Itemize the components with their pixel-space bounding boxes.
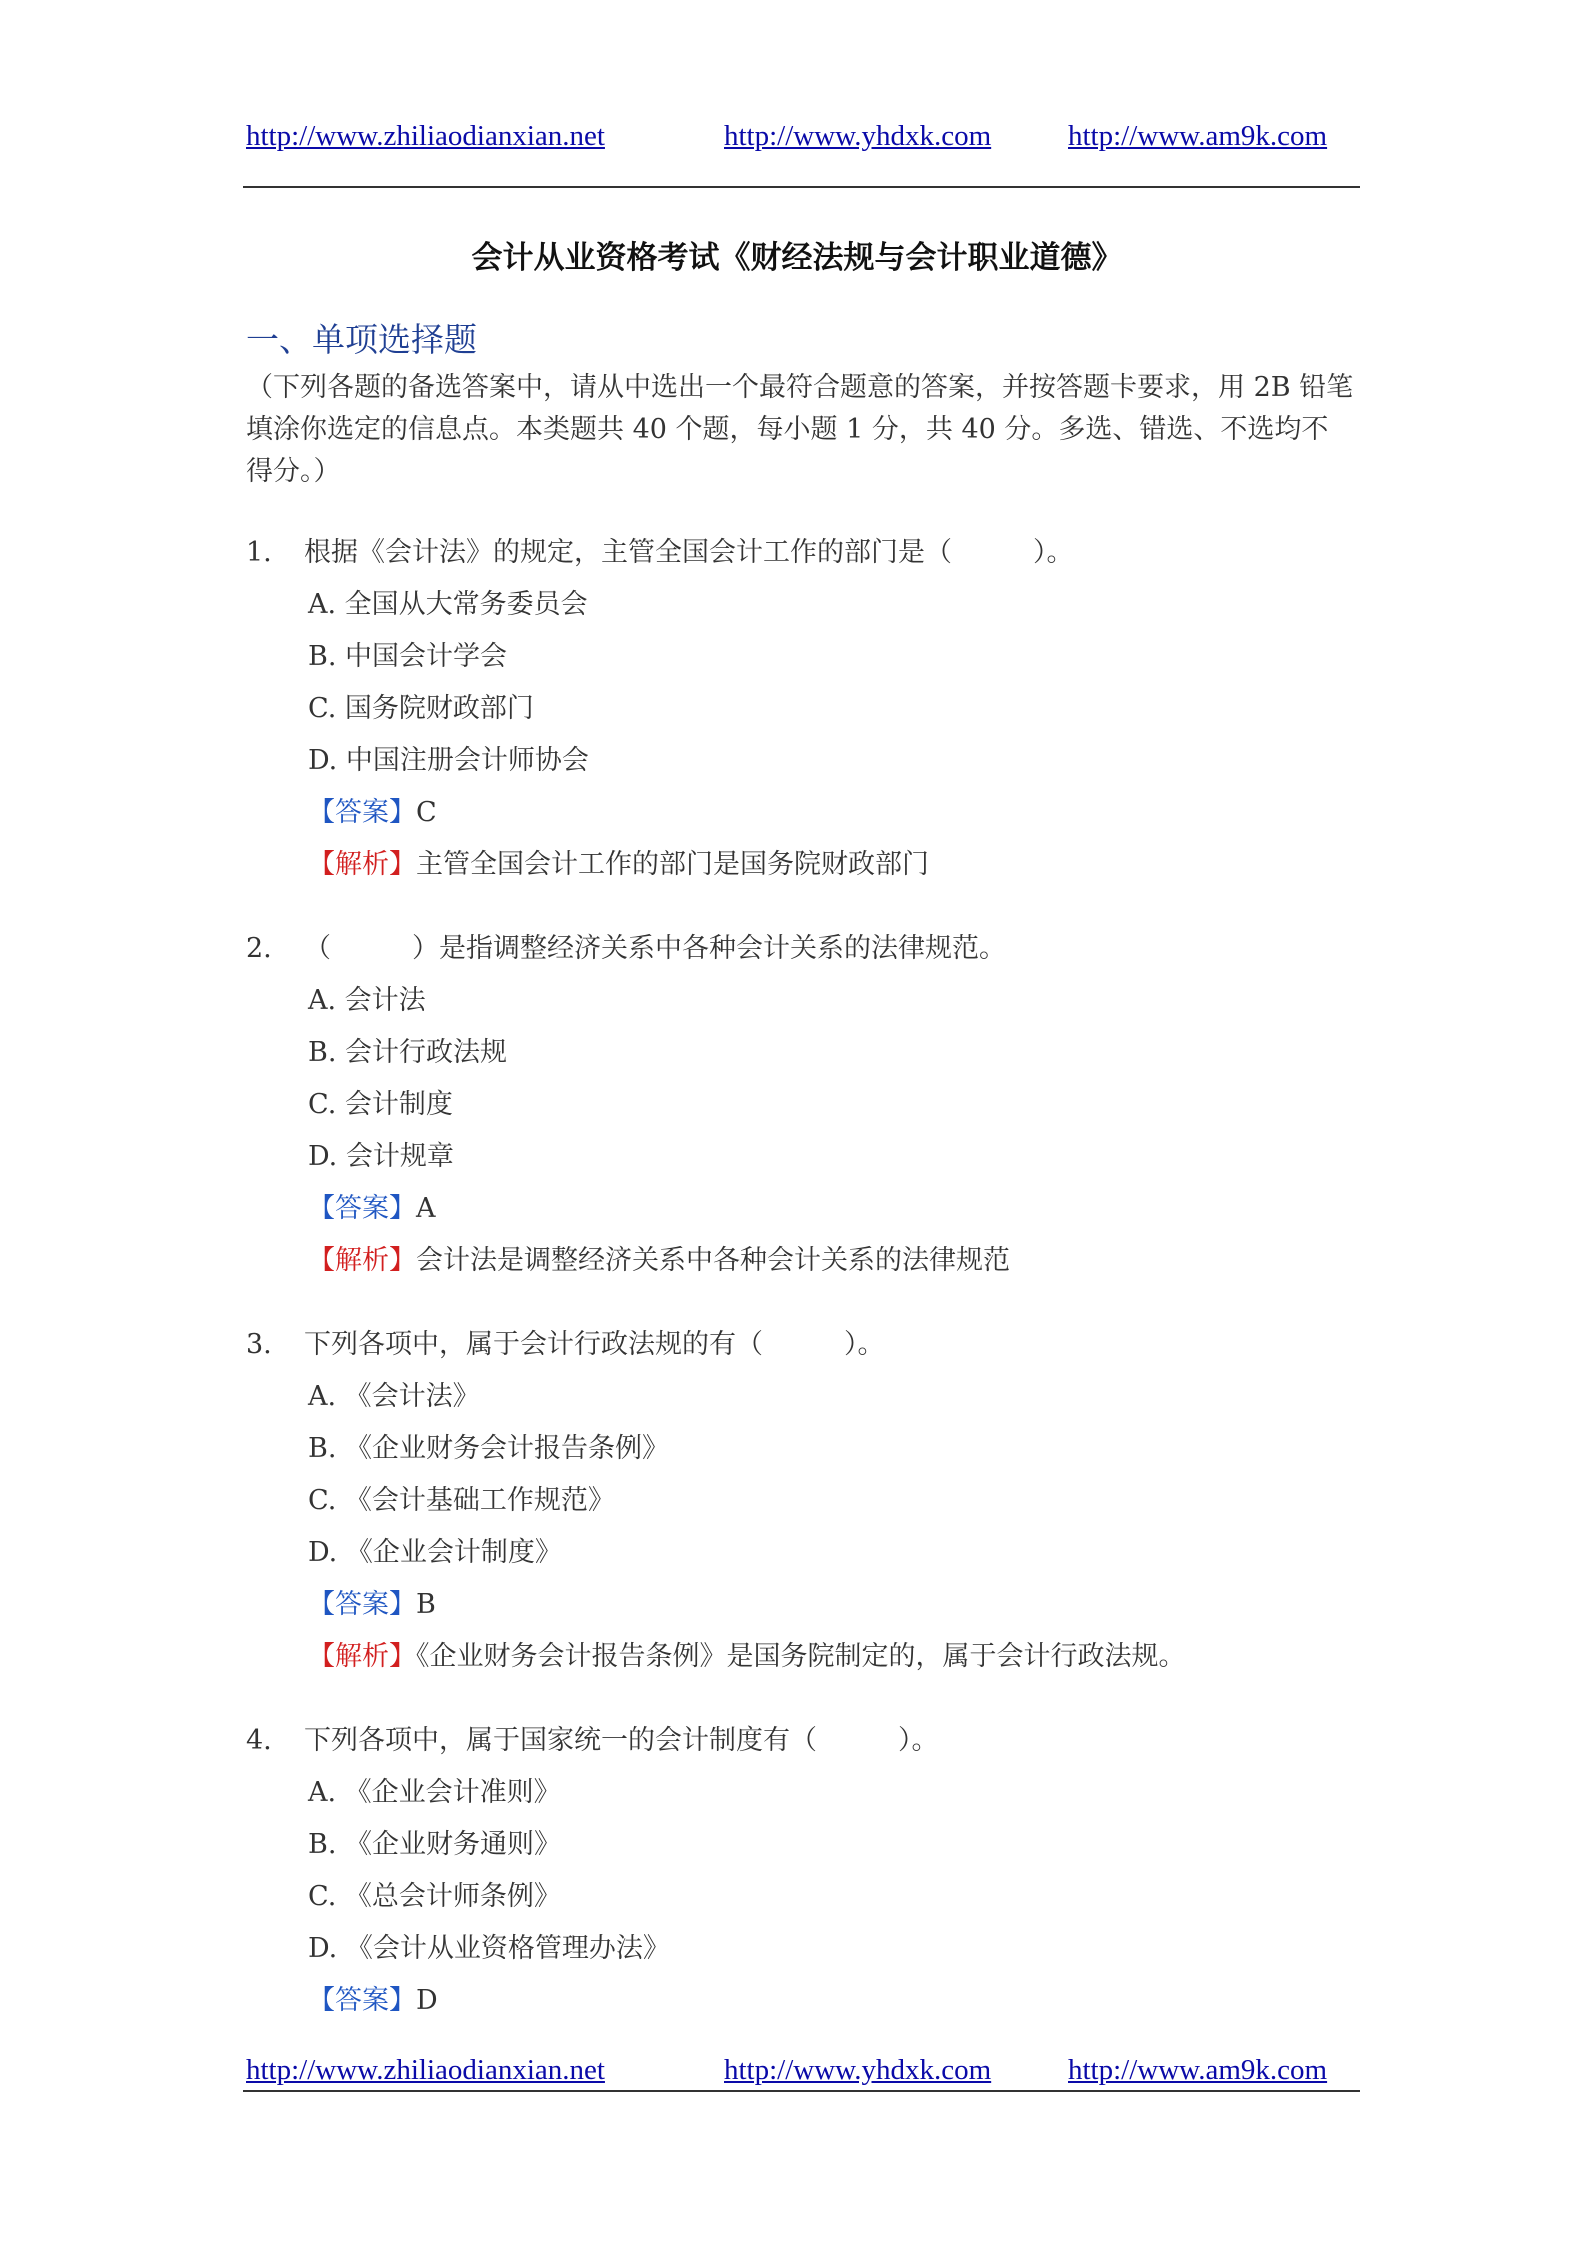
header-links [246,120,1358,160]
option-d: D. 《会计从业资格管理办法》 [308,1933,670,1964]
explanation-text: 主管全国会计工作的部门是国务院财政部门 [416,849,929,880]
question-1 [246,527,1356,891]
answer-tag: 【答案】 [308,1985,416,2016]
page-title: 会计从业资格考试《财经法规与会计职业道德》 [471,240,1123,276]
question-text: （ ）是指调整经济关系中各种会计关系的法律规范。 [304,933,1006,964]
option-c: C. 《会计基础工作规范》 [308,1485,615,1516]
option-a: A. 《企业会计准则》 [308,1777,561,1808]
answer-line [246,787,1356,839]
answer-line [246,1579,1356,1631]
header-link-yhdxk[interactable]: http://www.yhdxk.com [724,120,992,152]
option-d: D. 中国注册会计师协会 [308,745,589,776]
question-2 [246,923,1356,1287]
explanation-text: 会计法是调整经济关系中各种会计关系的法律规范 [416,1245,1010,1276]
footer-link-am9k[interactable]: http://www.am9k.com [1068,2054,1328,2086]
footer-link-yhdxk[interactable]: http://www.yhdxk.com [724,2054,992,2086]
footer-link-zhiliaodianxian[interactable]: http://www.zhiliaodianxian.net [246,2054,605,2086]
option-b: B. 会计行政法规 [308,1037,508,1068]
explanation-tag: 【解析】 [308,849,416,880]
question-number: 1. [246,537,272,568]
option-d: D. 会计规章 [308,1141,454,1172]
option-c: C. 《总会计师条例》 [308,1881,561,1912]
option-c: C. 会计制度 [308,1089,453,1120]
section-heading: 一、单项选择题 [246,320,477,359]
answer-value: C [416,797,437,828]
explanation-tag: 【解析】 [308,1641,416,1672]
answer-tag: 【答案】 [308,1193,416,1224]
option-a: A. 会计法 [308,985,426,1016]
option-b: B. 中国会计学会 [308,641,508,672]
answer-value: B [416,1589,436,1620]
question-text: 下列各项中，属于会计行政法规的有（ ）。 [304,1329,885,1360]
header-link-zhiliaodianxian[interactable]: http://www.zhiliaodianxian.net [246,120,605,152]
footer-links [246,2054,1358,2094]
explanation-tag: 【解析】 [308,1245,416,1276]
answer-line [246,1183,1356,1235]
explanation-line [246,1631,1356,1683]
explanation-text: 《企业财务会计报告条例》是国务院制定的，属于会计行政法规。 [416,1641,1186,1672]
question-text: 下列各项中，属于国家统一的会计制度有（ ）。 [304,1725,939,1756]
header-link-am9k[interactable]: http://www.am9k.com [1068,120,1328,152]
option-b: B. 《企业财务会计报告条例》 [308,1433,670,1464]
instructions: （下列各题的备选答案中，请从中选出一个最符合题意的答案，并按答题卡要求，用 2B 铅笔填涂你选定的信息点。本类题共 40 个题，每小题 1 分，共 40 分。多选、错选、不选均不得分。） [246,372,1354,487]
option-b: B. 《企业财务通则》 [308,1829,562,1860]
answer-value: D [416,1985,438,2016]
option-c: C. 国务院财政部门 [308,693,534,724]
option-a: A. 《会计法》 [308,1381,480,1412]
explanation-line [246,839,1356,891]
option-a: A. 全国从大常务委员会 [308,589,588,620]
question-4 [246,1715,1356,2027]
option-d: D. 《企业会计制度》 [308,1537,562,1568]
question-3 [246,1319,1356,1683]
answer-line [246,1975,1356,2027]
question-number: 2. [246,933,272,964]
answer-tag: 【答案】 [308,1589,416,1620]
explanation-line [246,1235,1356,1287]
question-text: 根据《会计法》的规定，主管全国会计工作的部门是（ ）。 [304,537,1074,568]
header-divider [243,186,1360,188]
footer-divider [243,2090,1360,2092]
question-number: 4. [246,1725,272,1756]
question-number: 3. [246,1329,272,1360]
answer-tag: 【答案】 [308,797,416,828]
answer-value: A [416,1193,436,1224]
